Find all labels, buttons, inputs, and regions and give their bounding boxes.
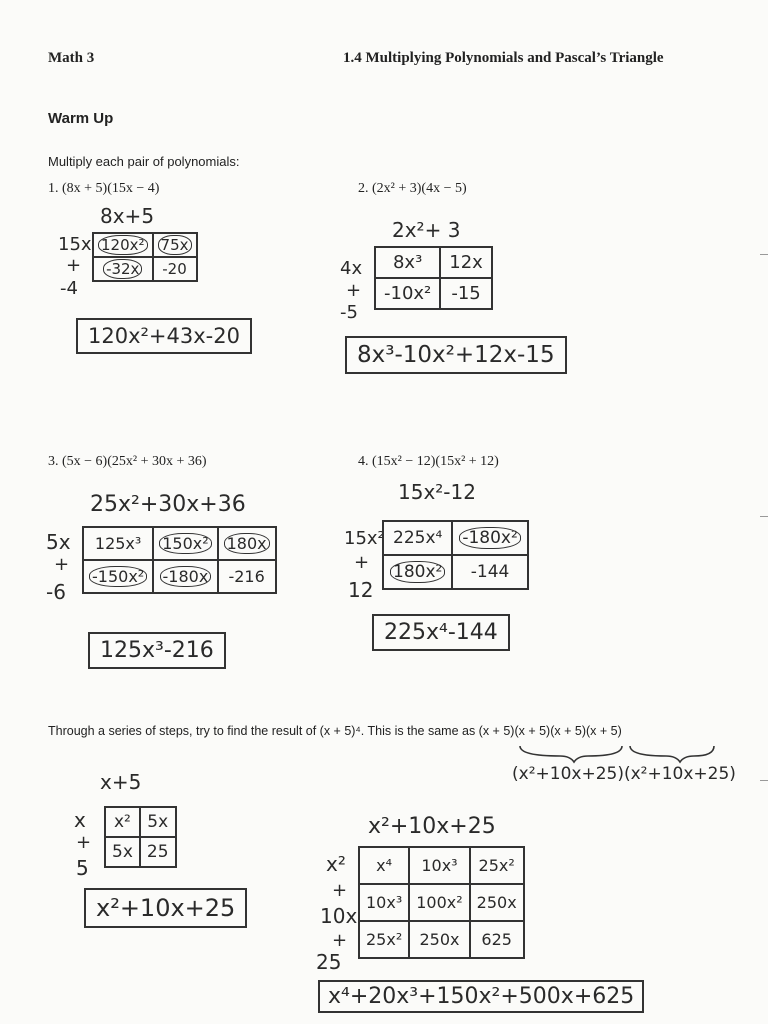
box-cell-value: 180x² [390,561,445,583]
box-cell: 25x² [470,847,524,884]
box-cell: 5x [140,807,176,837]
box-left-plus: + [66,255,82,276]
box-cell: 125x³ [83,527,153,560]
box-cell: 625 [470,921,524,958]
box-cell [153,527,217,560]
area-box-4 [382,520,529,590]
scan-mark [760,780,768,781]
problem-4 [358,454,499,470]
box-cell-value: -180x² [459,527,520,549]
box-left-plus: + [54,554,70,575]
problem-expression: (8x + 5)(15x − 4) [62,181,160,196]
box-top-factor: x²+10x+25 [368,814,496,839]
answer-box: x⁴+20x³+150x²+500x+625 [318,980,644,1013]
box-cell: -144 [452,555,527,589]
box-top-factor: 2x²+ 3 [392,218,461,242]
box-cell: 5x [105,837,140,867]
box-cell [153,233,197,257]
box-cell [452,521,527,555]
area-box-1 [92,232,198,282]
answer-box: 8x³-10x²+12x-15 [345,336,567,374]
problem-1 [48,181,159,197]
area-box-3 [82,526,277,594]
box-cell-value: -150x² [89,566,147,587]
box-top-factor: 15x²-12 [398,480,476,504]
instruction-text: Multiply each pair of polynomials: [48,154,240,169]
box-cell-value: -32x [103,259,142,279]
box-cell [383,555,452,589]
box-cell: 12x [440,247,492,278]
box-left-term: 5x [46,530,71,554]
box-left-term: 5 [76,856,89,880]
lesson-title: 1.4 Multiplying Polynomials and Pascal’s Triangle [343,50,664,66]
box-cell [93,257,153,281]
problem-2 [358,181,467,197]
answer-box: 125x³-216 [88,632,226,669]
box-left-plus: + [346,280,362,301]
box-cell: 250x [470,884,524,921]
problem-number: 3. [48,454,59,469]
box-cell: 10x³ [359,884,409,921]
series-prompt: Through a series of steps, try to find the result of (x + 5)⁴. This is the same as (x + 5)(x + 5)(x + 5)(x + 5) [48,724,622,738]
box-cell-value: 180x [224,533,270,554]
area-box-2 [374,246,493,310]
box-cell-value: 75x [158,235,192,255]
box-cell: -15 [440,278,492,309]
box-left-term: -5 [340,302,358,323]
course-title: Math 3 [48,50,95,66]
box-cell: 25x² [359,921,409,958]
box-left-term: 25 [316,950,342,974]
box-left-term: -6 [46,580,66,604]
box-top-factor: 25x²+30x+36 [90,492,246,517]
box-cell: 8x³ [375,247,440,278]
box-cell: 250x [409,921,469,958]
problem-number: 1. [48,181,59,196]
problem-expression: (5x − 6)(25x² + 30x + 36) [62,454,207,469]
box-cell: 25 [140,837,176,867]
box-left-plus: + [332,880,348,901]
box-cell: 10x³ [409,847,469,884]
box-cell: -20 [153,257,197,281]
box-left-term: x [74,808,86,832]
answer-box: 120x²+43x-20 [76,318,252,354]
problem-number: 4. [358,454,369,469]
box-left-plus: + [332,930,348,951]
box-cell [218,527,276,560]
area-box-step2 [358,846,525,959]
box-cell: -216 [218,560,276,593]
box-left-term: 4x [340,258,363,279]
box-cell [93,233,153,257]
box-cell: 100x² [409,884,469,921]
answer-box: 225x⁴-144 [372,614,510,651]
box-cell [153,560,217,593]
problem-expression: (15x² − 12)(15x² + 12) [372,454,499,469]
problem-number: 2. [358,181,369,196]
grouping-braces [510,742,720,764]
grouped-factors: (x²+10x+25)(x²+10x+25) [512,764,736,784]
box-cell: 225x⁴ [383,521,452,555]
answer-box: x²+10x+25 [84,888,247,928]
box-left-term: 15x [58,234,92,255]
box-left-plus: + [76,832,92,853]
box-top-factor: x+5 [100,770,142,794]
box-left-plus: + [354,552,370,573]
problem-expression: (2x² + 3)(4x − 5) [372,181,467,196]
box-left-term: -4 [60,278,78,299]
box-cell [83,560,153,593]
box-left-term: 10x [320,904,358,928]
box-cell-value: -180x [160,566,212,587]
area-box-step1 [104,806,177,868]
scan-mark [760,254,768,255]
box-left-term: x² [326,852,346,876]
warmup-title: Warm Up [48,110,114,127]
box-left-term: 12 [348,578,374,602]
box-cell: x⁴ [359,847,409,884]
box-left-term: 15x² [344,528,385,549]
box-cell-value: 120x² [98,235,148,255]
box-cell-value: 150x² [159,533,211,554]
box-cell: -10x² [375,278,440,309]
scan-mark [760,516,768,517]
box-cell: x² [105,807,140,837]
problem-3 [48,454,207,470]
box-top-factor: 8x+5 [100,204,155,228]
